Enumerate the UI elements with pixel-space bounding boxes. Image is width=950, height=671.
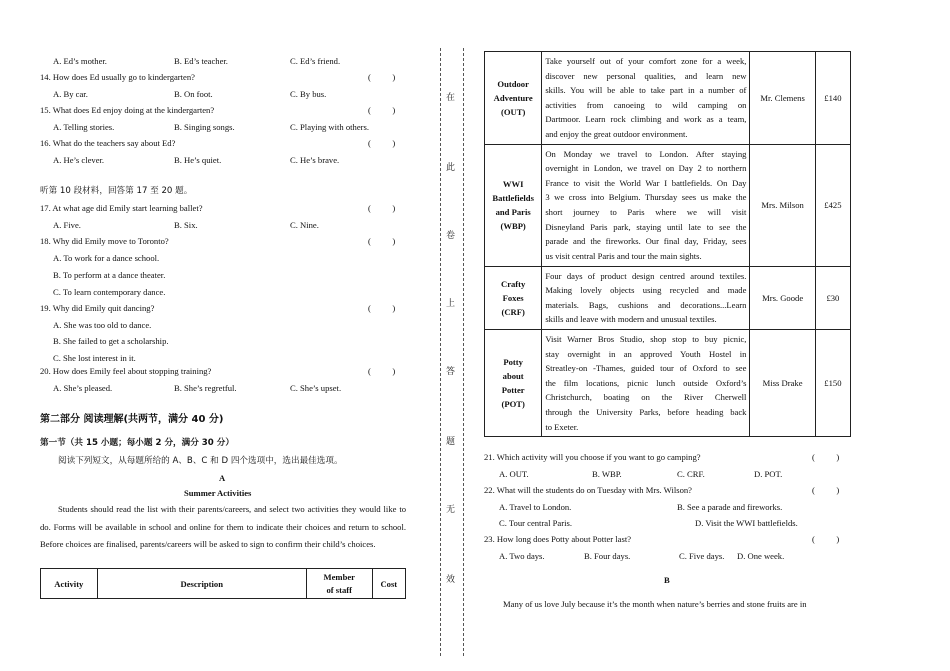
table-row (485, 52, 851, 145)
q22-option-a: A. Travel to London. (499, 502, 572, 512)
q14-option-c: C. By bus. (290, 89, 327, 99)
passage-letter-a: A (219, 473, 226, 483)
binding-line-left (440, 48, 442, 656)
q23-option-c: C. Five days. (679, 551, 725, 561)
q21-stem: 21. Which activity will you choose if you want to go camping? (484, 452, 701, 462)
activity-out: Outdoor Adventure (OUT) (485, 52, 542, 145)
activity-wbp-staff: Mrs. Milson (750, 144, 815, 266)
table-row (485, 144, 851, 266)
q15-answer-blank: ( ) (368, 105, 396, 115)
q15-option-b: B. Singing songs. (174, 122, 235, 132)
margin-char: 无 (446, 505, 456, 515)
q18-option-c: C. To learn contemporary dance. (53, 287, 166, 297)
passage-intro: Students should read the list with their parents/careers, and select two activities they would like to do. Forms will be available in school and online for them to indicate their choices and return to school. Before choices are finalised, parents/careers will be asked to sign to confirm their child’s choices. (40, 504, 406, 549)
q18-option-a: A. To work for a dance school. (53, 253, 160, 263)
section-one-heading: 第一节（共 15 小题；每小题 2 分，满分 30 分） (40, 438, 234, 448)
q19-option-b: B. She failed to get a scholarship. (53, 336, 169, 346)
q17-option-a: A. Five. (53, 220, 81, 230)
q20-option-a: A. She’s pleased. (53, 383, 113, 393)
table-row (485, 266, 851, 329)
q23-option-b: B. Four days. (584, 551, 631, 561)
activities-table-header (40, 568, 406, 599)
activity-pot: Potty about Potter (POT) (485, 329, 542, 436)
q20-answer-blank: ( ) (368, 366, 396, 376)
activity-wbp-cost: £425 (815, 144, 850, 266)
q20-option-b: B. She’s regretful. (174, 383, 237, 393)
q21-option-a: A. OUT. (499, 469, 529, 479)
activity-wbp-description: On Monday we travel to London. After staying overnight in London, we travel on Day 2 to northern France to visit the World War I battlefields. On Day 3 we cross into Belgium. Thursday sees us make the short journey to Paris where we will visit Disneyland Paris park, staying until late to see the parade and the fireworks. Our final day, Friday, sees us visit central Paris and tour the main sights. (542, 144, 750, 266)
q16-stem: 16. What do the teachers say about Ed? (40, 138, 176, 148)
margin-char: 在 (446, 93, 456, 103)
q22-option-d: D. Visit the WWI battlefields. (695, 518, 798, 528)
q19-answer-blank: ( ) (368, 303, 396, 313)
margin-char: 答 (446, 367, 456, 377)
binding-line-right (463, 48, 465, 656)
q23-option-a: A. Two days. (499, 551, 545, 561)
q16-option-b: B. He’s quiet. (174, 155, 222, 165)
part-two-heading: 第二部分 阅读理解(共两节，满分 40 分) (40, 414, 224, 425)
q14-option-b: B. On foot. (174, 89, 213, 99)
header-description: Description (97, 569, 306, 599)
q14-stem: 14. How does Ed usually go to kindergarten? (40, 72, 195, 82)
activity-pot-cost: £150 (815, 329, 850, 436)
q13-option-c: C. Ed’s friend. (290, 56, 341, 66)
q17-option-b: B. Six. (174, 220, 198, 230)
passage-title: Summer Activities (184, 488, 252, 498)
q23-option-d: D. One week. (737, 551, 785, 561)
activity-out-staff: Mr. Clemens (750, 52, 815, 145)
q17-option-c: C. Nine. (290, 220, 319, 230)
header-member-of-staff: Member of staff (306, 569, 372, 599)
activity-out-description: Take yourself out of your comfort zone for a week, discover new personal qualities, and learn new skills. You will be able to take part in a number of activities from canoeing to wild camping on Dartmoor. Learn rock climbing and work as a team, and enjoy the great outdoor environment. (542, 52, 750, 145)
margin-char: 题 (446, 437, 456, 447)
q15-option-a: A. Telling stories. (53, 122, 115, 132)
q17-stem: 17. At what age did Emily start learning ballet? (40, 203, 203, 213)
q18-stem: 18. Why did Emily move to Toronto? (40, 236, 169, 246)
activity-crf-description: Four days of product design centred around textiles. Making lovely objects using recycled and made materials. Bags, cushions and decorations...Learn skills and leave with modern and unusual textiles. (542, 266, 750, 329)
activity-crf-cost: £30 (815, 266, 850, 329)
table-row (485, 329, 851, 436)
activity-out-cost: £140 (815, 52, 850, 145)
passage-b-first-line: Many of us love July because it’s the month when nature’s berries and stone fruits are in (503, 599, 807, 609)
margin-char: 卷 (446, 231, 456, 241)
q16-option-c: C. He’s brave. (290, 155, 340, 165)
activity-crf-staff: Mrs. Goode (750, 266, 815, 329)
q21-option-b: B. WBP. (592, 469, 622, 479)
q22-answer-blank: ( ) (812, 485, 840, 495)
header-activity: Activity (41, 569, 98, 599)
q13-option-b: B. Ed’s teacher. (174, 56, 228, 66)
q19-option-a: A. She was too old to dance. (53, 320, 152, 330)
q14-answer-blank: ( ) (368, 72, 396, 82)
q20-stem: 20. How does Emily feel about stopping training? (40, 366, 212, 376)
q14-option-a: A. By car. (53, 89, 88, 99)
q21-answer-blank: ( ) (812, 452, 840, 462)
q22-stem: 22. What will the students do on Tuesday with Mrs. Wilson? (484, 485, 692, 495)
q21-option-d: D. POT. (754, 469, 783, 479)
activities-table (484, 51, 851, 437)
activity-crf: Crafty Foxes (CRF) (485, 266, 542, 329)
activity-pot-description: Visit Warner Bros Studio, shop stop to buy picnic, stay overnight in an approved Youth Hostel in Streatley-on -Thames, guided tour of Oxford to see the film locations, picnic lunch outside Oxford’s Christchurch, boating on the River Cherwell through the University Parks, before heading back to Exeter. (542, 329, 750, 436)
q13-option-a: A. Ed’s mother. (53, 56, 107, 66)
q23-answer-blank: ( ) (812, 534, 840, 544)
q18-option-b: B. To perform at a dance theater. (53, 270, 166, 280)
q20-option-c: C. She’s upset. (290, 383, 342, 393)
reading-instruction: 阅读下列短文，从每题所给的 A、B、C 和 D 四个选项中，选出最佳选项。 (58, 456, 343, 466)
q22-option-c: C. Tour central Paris. (499, 518, 572, 528)
q18-answer-blank: ( ) (368, 236, 396, 246)
margin-char: 效 (446, 575, 456, 585)
q15-stem: 15. What does Ed enjoy doing at the kindergarten? (40, 105, 215, 115)
q15-option-c: C. Playing with others. (290, 122, 370, 132)
margin-char: 上 (446, 299, 456, 309)
passage-letter-b: B (664, 575, 670, 585)
q16-option-a: A. He’s clever. (53, 155, 105, 165)
q21-option-c: C. CRF. (677, 469, 705, 479)
activity-wbp: WWI Battlefields and Paris (WBP) (485, 144, 542, 266)
header-cost: Cost (372, 569, 405, 599)
listening-instruction: 听第 10 段材料，回答第 17 至 20 题。 (40, 186, 193, 196)
q16-answer-blank: ( ) (368, 138, 396, 148)
q17-answer-blank: ( ) (368, 203, 396, 213)
q23-stem: 23. How long does Potty about Potter last? (484, 534, 632, 544)
q22-option-b: B. See a parade and fireworks. (677, 502, 783, 512)
margin-char: 此 (446, 163, 456, 173)
q19-stem: 19. Why did Emily quit dancing? (40, 303, 155, 313)
q19-option-c: C. She lost interest in it. (53, 353, 136, 363)
activity-pot-staff: Miss Drake (750, 329, 815, 436)
